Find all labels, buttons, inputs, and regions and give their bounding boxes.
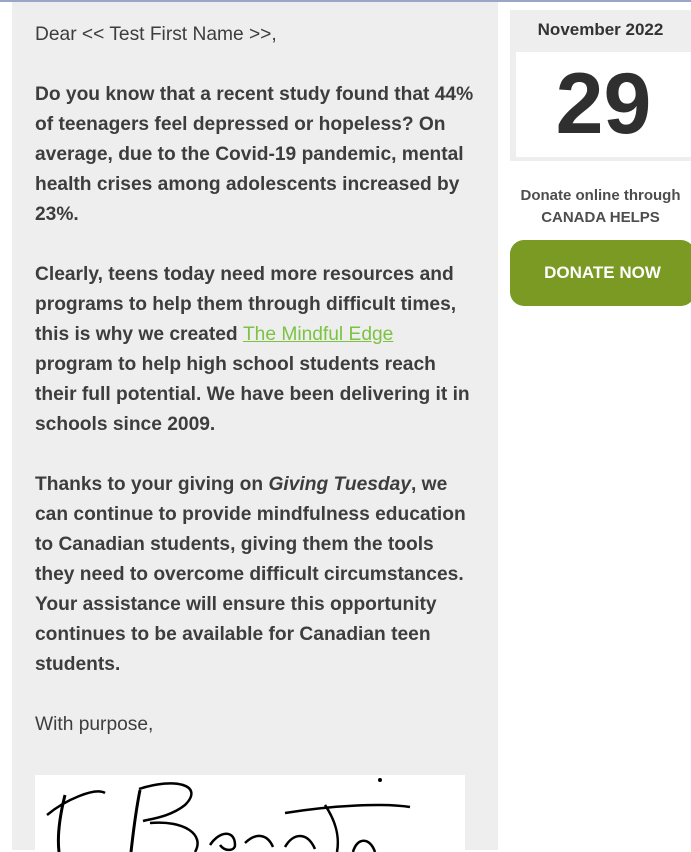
paragraph-thanks [35,470,475,680]
paragraph-study: Do you know that a recent study found that 44% of teenagers feel depressed or hopeless? On average, due to the Covid-19 pandemic, mental health crises among adolescents increased by 23%. [35,84,474,225]
email-body [12,2,498,850]
closing: With purpose, [35,714,154,735]
paragraph-program-text-start: Clearly, teens today need more resources and programs to help them through difficult times, this is why we created [35,264,457,345]
mindful-edge-link[interactable]: The Mindful Edge [242,324,394,345]
calendar-day-box [516,52,691,157]
calendar-month: November 2022 [537,20,664,39]
paragraph-program-text-end: program to help high school students reach their full potential. We have been delivering it in schools since 2009. [35,354,470,435]
signature-drawing [35,775,465,852]
calendar-day: 29 [555,56,652,152]
canada-helps-text: CANADA HELPS [541,209,660,226]
signature-image [35,775,465,852]
paragraph-program [35,260,475,440]
donate-now-button[interactable]: DONATE NOW [510,240,691,306]
giving-tuesday-emphasis: Giving Tuesday [268,474,411,495]
sidebar [498,2,691,850]
paragraph-thanks-text-end: , we can continue to provide mindfulness education to Canadian students, giving them the tools they need to overcome difficult circumstances. Your assistance will ensure this opportunity continues to be available for Canadian teen students. [35,474,466,675]
calendar-widget [510,10,691,161]
greeting: Dear << Test First Name >>, [35,24,277,45]
paragraph-thanks-text-start: Thanks to your giving on [35,474,269,495]
donate-online-text: Donate online through [520,187,681,204]
